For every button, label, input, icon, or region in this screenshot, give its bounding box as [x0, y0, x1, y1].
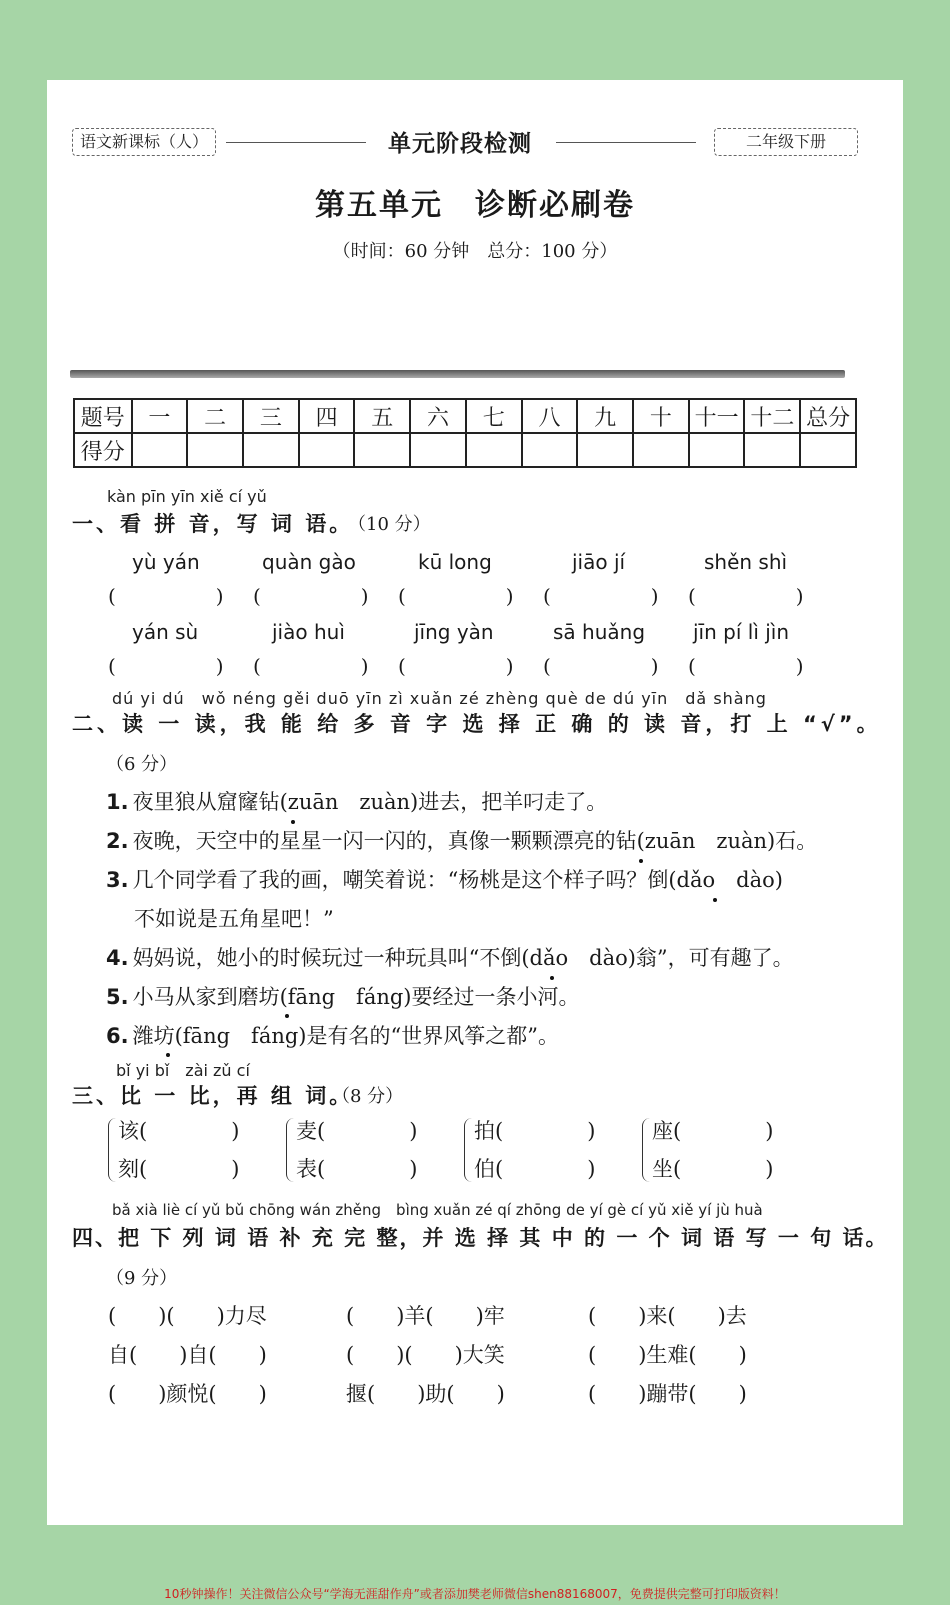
item-text: 几个同学看了我的画，嘲笑着说：“杨桃是这个样子吗？倒(dǎo dào): [132, 868, 783, 892]
compare-word-blank[interactable]: 坐( ): [652, 1157, 774, 1181]
q2-item: [106, 864, 783, 894]
idiom-blank[interactable]: ( )生难( ): [588, 1343, 747, 1367]
score-input-cell[interactable]: [132, 433, 188, 467]
item-number: 4.: [106, 946, 129, 970]
table-cell: 题号: [74, 399, 132, 433]
textbook-label: 语文新课标（人）: [72, 128, 216, 156]
brace: [286, 1118, 295, 1182]
q2-item: [106, 825, 817, 855]
idiom-blank[interactable]: ( )羊( )牢: [346, 1304, 505, 1328]
q2-item: [106, 786, 607, 816]
exam-info: （时间：60 分钟 总分：100 分）: [332, 241, 618, 262]
item-text: 不如说是五角星吧！”: [134, 907, 334, 931]
answer-blank[interactable]: ( ): [688, 654, 804, 678]
compare-group: [652, 1112, 773, 1188]
q4-points: （9 分）: [106, 1268, 178, 1289]
score-input-cell[interactable]: [744, 433, 800, 467]
pinyin-prompt: jiào huì: [272, 620, 345, 644]
item-number: 6.: [106, 1024, 129, 1048]
emphasis-dot: [713, 898, 717, 902]
pinyin-prompt: yán sù: [132, 620, 199, 644]
pinyin-prompt: jīng yàn: [414, 620, 494, 644]
table-cell: 九: [577, 399, 633, 433]
score-input-cell[interactable]: [522, 433, 578, 467]
answer-blank[interactable]: ( ): [108, 584, 224, 608]
score-input-cell[interactable]: [187, 433, 243, 467]
compare-word-blank[interactable]: 该( ): [118, 1119, 240, 1143]
header-center-title: 单元阶段检测: [388, 131, 532, 157]
compare-word-blank[interactable]: 表( ): [296, 1157, 418, 1181]
q2-title: 二、读 一 读，我 能 给 多 音 字 选 择 正 确 的 读 音，打 上 “√”。: [72, 712, 882, 736]
divider-bar: [70, 370, 845, 378]
answer-blank[interactable]: ( ): [543, 654, 659, 678]
q1-points: （10 分）: [348, 514, 431, 535]
item-text: 夜里狼从窟窿钻(zuān zuàn)进去，把羊叼走了。: [132, 790, 608, 814]
q2-pinyin: dú yi dú wǒ néng gěi duō yīn zì xuǎn zé zhèng què de dú yīn dǎ shàng: [112, 689, 767, 708]
page-title: 第五单元 诊断必刷卷: [315, 188, 635, 223]
brace: [642, 1118, 651, 1182]
promo-footer: 10秒钟操作！关注微信公众号“学海无涯甜作舟”或者添加樊老师微信shen88168007，免费提供完整可打印版资料！: [164, 1587, 786, 1601]
answer-blank[interactable]: ( ): [688, 584, 804, 608]
score-input-cell[interactable]: [354, 433, 410, 467]
item-text: 夜晚，天空中的星星一闪一闪的，真像一颗颗漂亮的钻(zuān zuàn)石。: [132, 829, 818, 853]
score-input-cell[interactable]: [410, 433, 466, 467]
item-text: 小马从家到磨坊(fāng fáng)要经过一条小河。: [132, 985, 580, 1009]
pinyin-prompt: jiāo jí: [572, 550, 626, 574]
answer-blank[interactable]: ( ): [253, 654, 369, 678]
table-cell: 七: [466, 399, 522, 433]
idiom-blank[interactable]: ( )颜悦( ): [108, 1382, 267, 1406]
table-cell: 四: [299, 399, 355, 433]
answer-blank[interactable]: ( ): [398, 584, 514, 608]
pinyin-prompt: quàn gào: [262, 550, 356, 574]
emphasis-dot: [291, 820, 295, 824]
grade-label: 二年级下册: [714, 128, 858, 156]
q3-points: （8 分）: [332, 1086, 404, 1107]
answer-blank[interactable]: ( ): [398, 654, 514, 678]
brace: [108, 1118, 117, 1182]
emphasis-dot: [166, 1053, 170, 1057]
table-cell: 二: [187, 399, 243, 433]
item-number: 5.: [106, 985, 129, 1009]
table-cell: 十二: [744, 399, 800, 433]
table-cell: 十一: [689, 399, 745, 433]
emphasis-dot: [285, 1014, 289, 1018]
answer-blank[interactable]: ( ): [543, 584, 659, 608]
q2-points: （6 分）: [106, 754, 178, 775]
table-cell: 十: [633, 399, 689, 433]
q2-item: [130, 903, 334, 933]
q2-item: [106, 942, 794, 972]
pinyin-prompt: shěn shì: [704, 550, 788, 574]
item-number: 1.: [106, 790, 129, 814]
q3-pinyin: bǐ yi bǐ zài zǔ cí: [116, 1061, 250, 1080]
q1-pinyin: kàn pīn yīn xiě cí yǔ: [107, 487, 267, 506]
score-table-score-row: [74, 433, 856, 467]
idiom-blank[interactable]: ( )( )大笑: [346, 1343, 505, 1367]
table-cell: 六: [410, 399, 466, 433]
idiom-blank[interactable]: ( )蹦带( ): [588, 1382, 747, 1406]
answer-blank[interactable]: ( ): [108, 654, 224, 678]
score-input-cell[interactable]: [577, 433, 633, 467]
score-input-cell[interactable]: [800, 433, 856, 467]
score-table: [73, 398, 857, 468]
compare-word-blank[interactable]: 刻( ): [118, 1157, 240, 1181]
compare-word-blank[interactable]: 麦( ): [296, 1119, 418, 1143]
score-input-cell[interactable]: [243, 433, 299, 467]
table-cell: 总分: [800, 399, 856, 433]
table-cell: 三: [243, 399, 299, 433]
score-input-cell[interactable]: [689, 433, 745, 467]
answer-blank[interactable]: ( ): [253, 584, 369, 608]
item-number: 2.: [106, 829, 129, 853]
compare-word-blank[interactable]: 伯( ): [474, 1157, 596, 1181]
score-table-header-row: [74, 399, 856, 433]
q3-title: 三、比 一 比，再 组 词。: [72, 1084, 354, 1108]
score-input-cell[interactable]: [299, 433, 355, 467]
q1-title: 一、看 拼 音，写 词 语。: [72, 512, 354, 536]
idiom-blank[interactable]: 自( )自( ): [108, 1343, 267, 1367]
item-text: 妈妈说，她小的时候玩过一种玩具叫“不倒(dǎo dào)翁”，可有趣了。: [132, 946, 794, 970]
pinyin-prompt: yù yán: [132, 550, 200, 574]
idiom-blank[interactable]: 揠( )助( ): [346, 1382, 505, 1406]
idiom-blank[interactable]: ( )来( )去: [588, 1304, 747, 1328]
pinyin-prompt: kū long: [418, 550, 492, 574]
item-number: 3.: [106, 868, 129, 892]
pinyin-prompt: sā huǎng: [553, 620, 646, 644]
compare-group: [296, 1112, 417, 1188]
compare-group: [118, 1112, 239, 1188]
table-cell: 五: [354, 399, 410, 433]
table-cell: 八: [522, 399, 578, 433]
pinyin-prompt: jīn pí lì jìn: [693, 620, 790, 644]
idiom-blank[interactable]: ( )( )力尽: [108, 1304, 267, 1328]
table-cell: 一: [132, 399, 188, 433]
table-cell: 得分: [74, 433, 132, 467]
q2-item: [106, 981, 580, 1011]
compare-word-blank[interactable]: 座( ): [652, 1119, 774, 1143]
emphasis-dot: [550, 976, 554, 980]
score-input-cell[interactable]: [466, 433, 522, 467]
emphasis-dot: [639, 859, 643, 863]
q2-item: [106, 1020, 559, 1050]
compare-group: [474, 1112, 595, 1188]
score-input-cell[interactable]: [633, 433, 689, 467]
q4-title: 四、把 下 列 词 语 补 充 完 整，并 选 择 其 中 的 一 个 词 语 写 一 句 话。: [72, 1226, 889, 1250]
brace: [464, 1118, 473, 1182]
item-text: 潍坊(fāng fáng)是有名的“世界风筝之都”。: [132, 1024, 559, 1048]
compare-word-blank[interactable]: 拍( ): [474, 1119, 596, 1143]
q4-pinyin: bǎ xià liè cí yǔ bǔ chōng wán zhěng bìng xuǎn zé qí zhōng de yí gè cí yǔ xiě yí jù huà: [112, 1201, 763, 1219]
